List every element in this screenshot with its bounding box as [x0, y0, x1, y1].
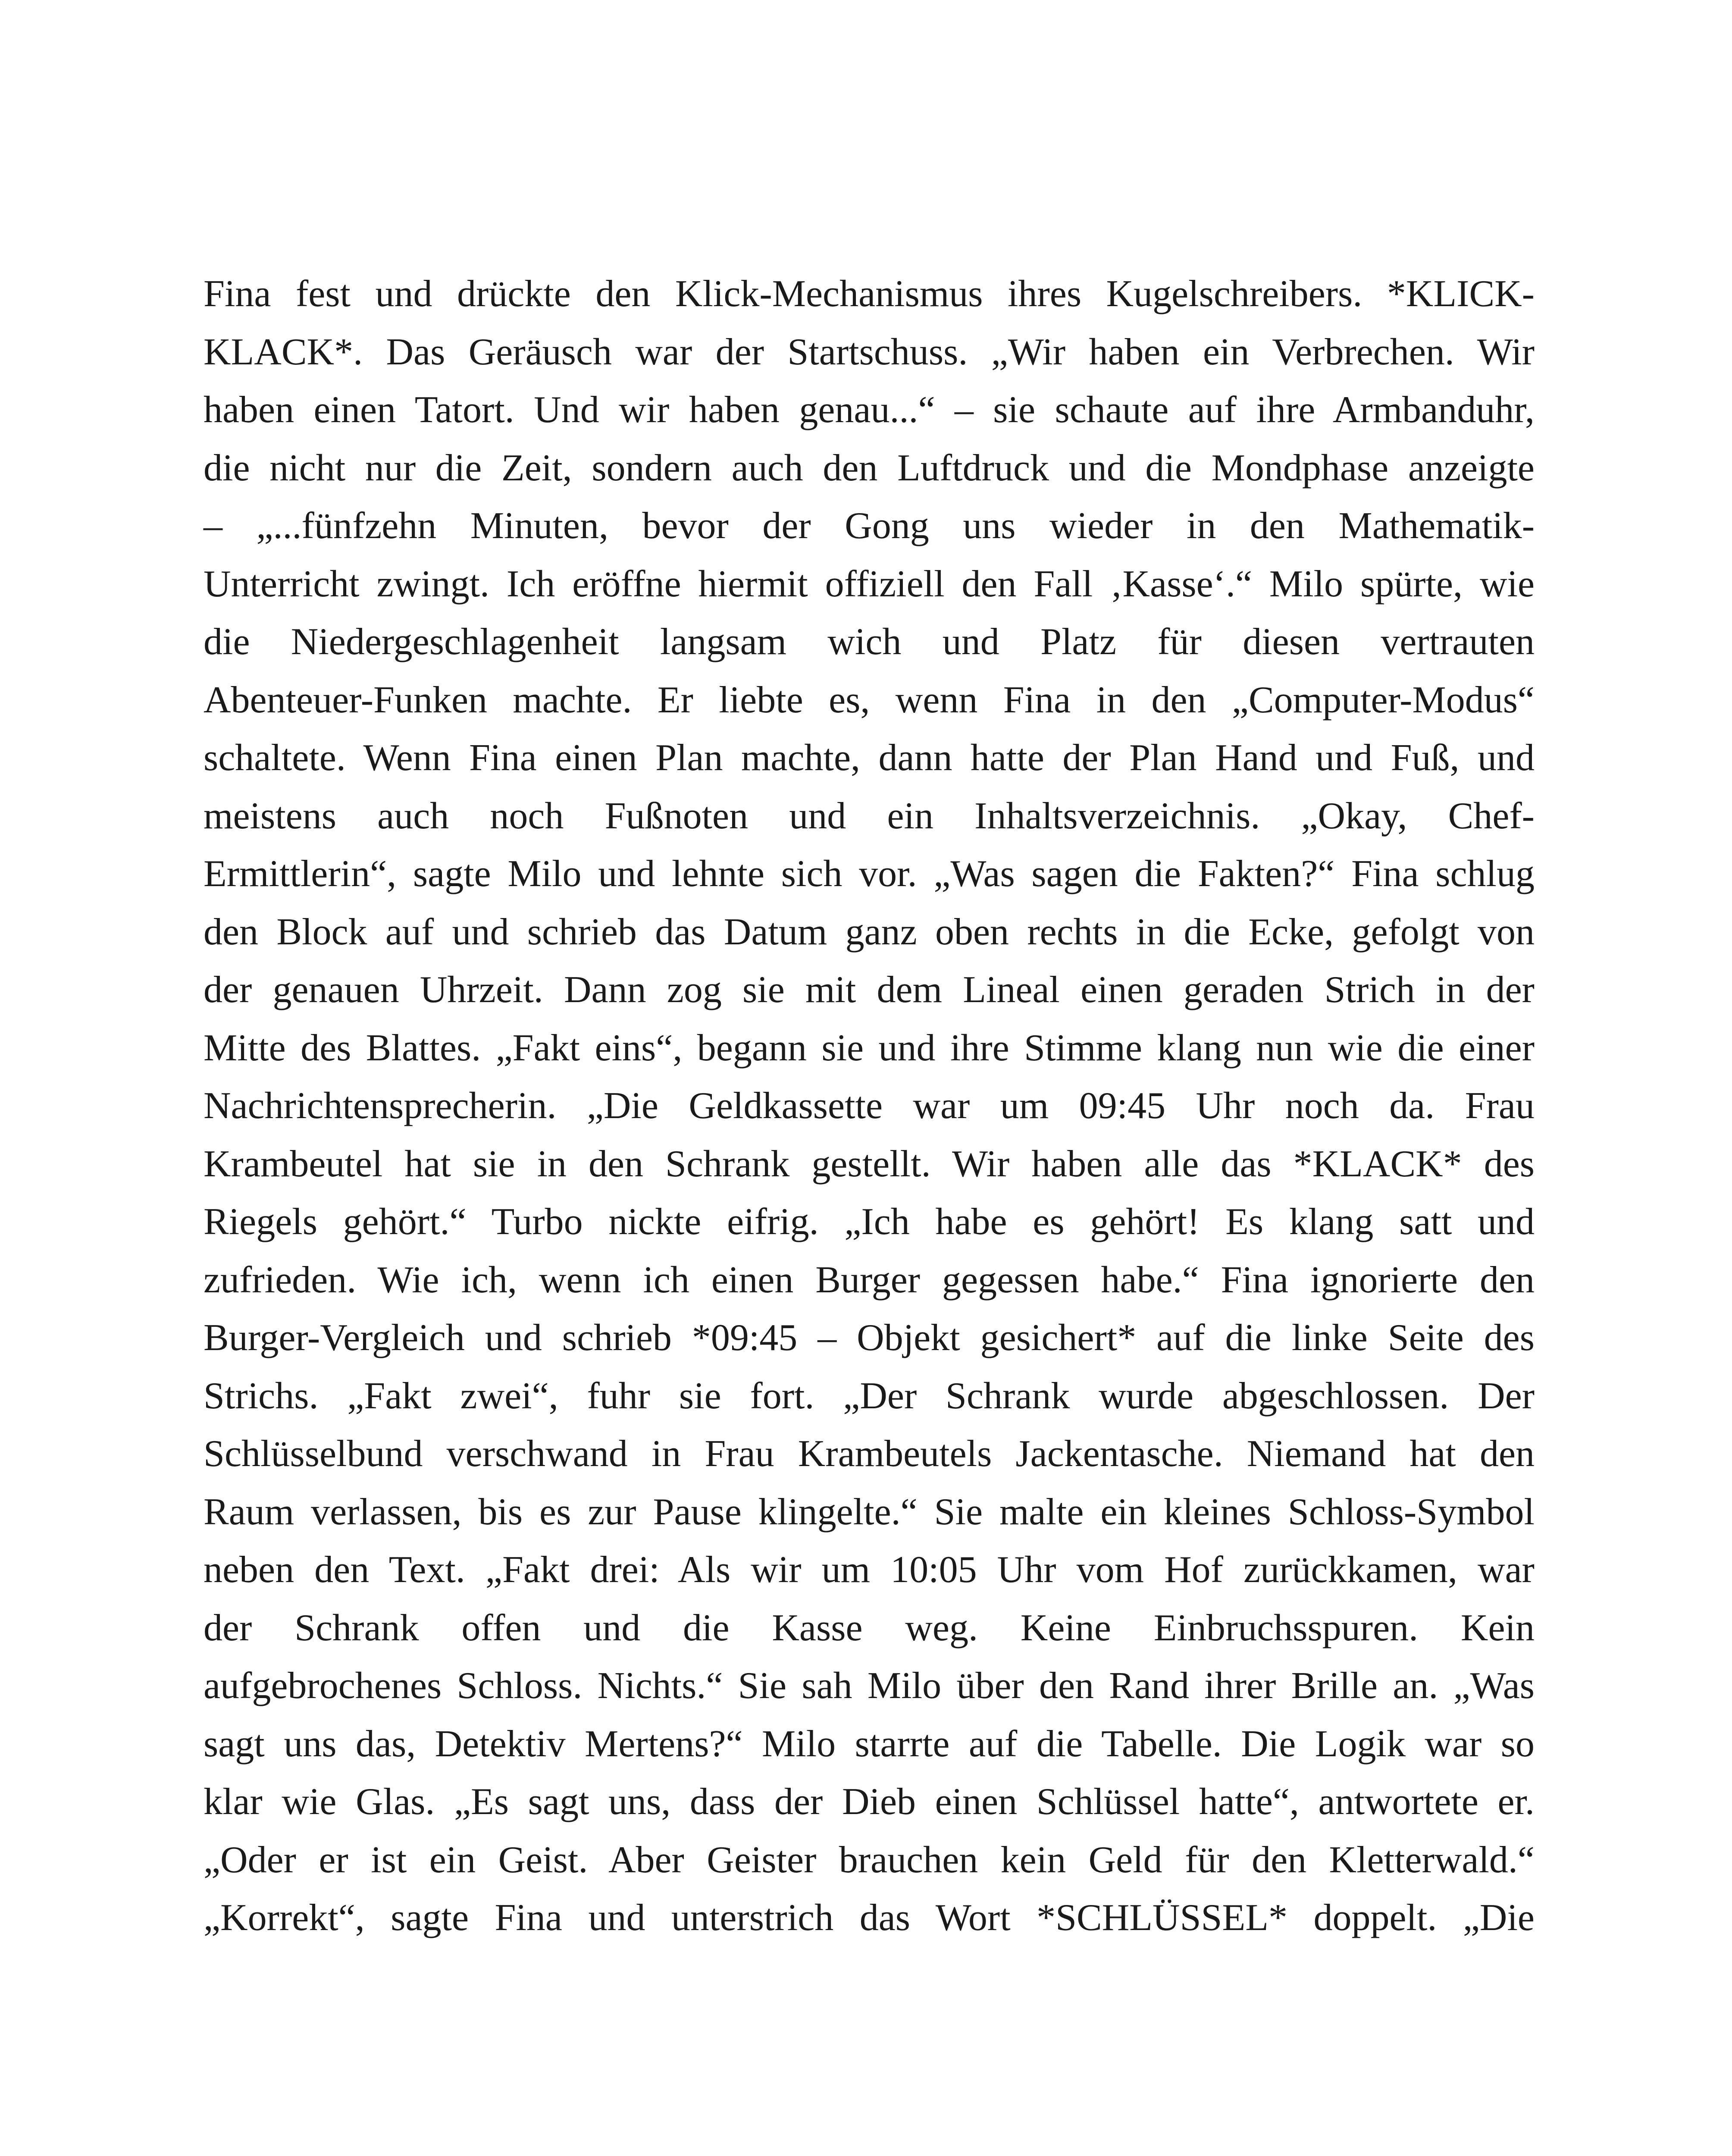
- text-line: „Korrekt“, sagte Fina und unterstrich das Wort *SCHLÜSSEL* doppelt. „Die: [204, 1897, 1535, 1939]
- text-line: Unterricht zwingt. Ich eröffne hiermit offiziell den Fall ‚Kasse‘.“ Milo spürte, wie: [204, 563, 1535, 605]
- text-line: aufgebrochenes Schloss. Nichts.“ Sie sah Milo über den Rand ihrer Brille an. „Was: [204, 1665, 1535, 1707]
- text-line: „Oder er ist ein Geist. Aber Geister brauchen kein Geld für den Kletterwald.“: [204, 1839, 1535, 1881]
- text-line: Nachrichtensprecherin. „Die Geldkassette war um 09:45 Uhr noch da. Frau: [204, 1085, 1535, 1127]
- text-line: zufrieden. Wie ich, wenn ich einen Burger gegessen habe.“ Fina ignorierte den: [204, 1259, 1535, 1301]
- body-text: [204, 265, 1535, 1947]
- text-line: schaltete. Wenn Fina einen Plan machte, dann hatte der Plan Hand und Fuß, und: [204, 737, 1535, 779]
- text-line: Riegels gehört.“ Turbo nickte eifrig. „Ich habe es gehört! Es klang satt und: [204, 1201, 1535, 1243]
- text-line: der Schrank offen und die Kasse weg. Keine Einbruchsspuren. Kein: [204, 1607, 1535, 1649]
- text-line: Burger-Vergleich und schrieb *09:45 – Objekt gesichert* auf die linke Seite des: [204, 1317, 1535, 1359]
- text-line: Abenteuer-Funken machte. Er liebte es, wenn Fina in den „Computer-Modus“: [204, 679, 1535, 721]
- text-line: die nicht nur die Zeit, sondern auch den Luftdruck und die Mondphase anzeigte: [204, 447, 1535, 489]
- text-line: Raum verlassen, bis es zur Pause klingelte.“ Sie malte ein kleines Schloss-Symbol: [204, 1491, 1535, 1533]
- text-line: Strichs. „Fakt zwei“, fuhr sie fort. „Der Schrank wurde abgeschlossen. Der: [204, 1375, 1535, 1417]
- text-line: meistens auch noch Fußnoten und ein Inhaltsverzeichnis. „Okay, Chef-: [204, 795, 1535, 837]
- text-line: den Block auf und schrieb das Datum ganz oben rechts in die Ecke, gefolgt von: [204, 911, 1535, 953]
- text-line: die Niedergeschlagenheit langsam wich und Platz für diesen vertrauten: [204, 621, 1535, 663]
- text-line: klar wie Glas. „Es sagt uns, dass der Dieb einen Schlüssel hatte“, antwortete er.: [204, 1781, 1535, 1823]
- text-line: sagt uns das, Detektiv Mertens?“ Milo starrte auf die Tabelle. Die Logik war so: [204, 1723, 1535, 1765]
- text-line: neben den Text. „Fakt drei: Als wir um 10:05 Uhr vom Hof zurückkamen, war: [204, 1549, 1535, 1591]
- text-line: Fina fest und drückte den Klick-Mechanismus ihres Kugelschreibers. *KLICK-: [204, 273, 1535, 315]
- text-line: Ermittlerin“, sagte Milo und lehnte sich vor. „Was sagen die Fakten?“ Fina schlug: [204, 853, 1535, 895]
- text-line: Mitte des Blattes. „Fakt eins“, begann sie und ihre Stimme klang nun wie die einer: [204, 1027, 1535, 1069]
- text-line: KLACK*. Das Geräusch war der Startschuss. „Wir haben ein Verbrechen. Wir: [204, 331, 1535, 373]
- text-line: haben einen Tatort. Und wir haben genau...“ – sie schaute auf ihre Armbanduhr,: [204, 389, 1535, 431]
- text-line: Schlüsselbund verschwand in Frau Krambeutels Jackentasche. Niemand hat den: [204, 1433, 1535, 1475]
- text-line: der genauen Uhrzeit. Dann zog sie mit dem Lineal einen geraden Strich in der: [204, 969, 1535, 1011]
- text-line: Krambeutel hat sie in den Schrank gestellt. Wir haben alle das *KLACK* des: [204, 1143, 1535, 1185]
- text-line: – „...fünfzehn Minuten, bevor der Gong uns wieder in den Mathematik-: [204, 505, 1535, 547]
